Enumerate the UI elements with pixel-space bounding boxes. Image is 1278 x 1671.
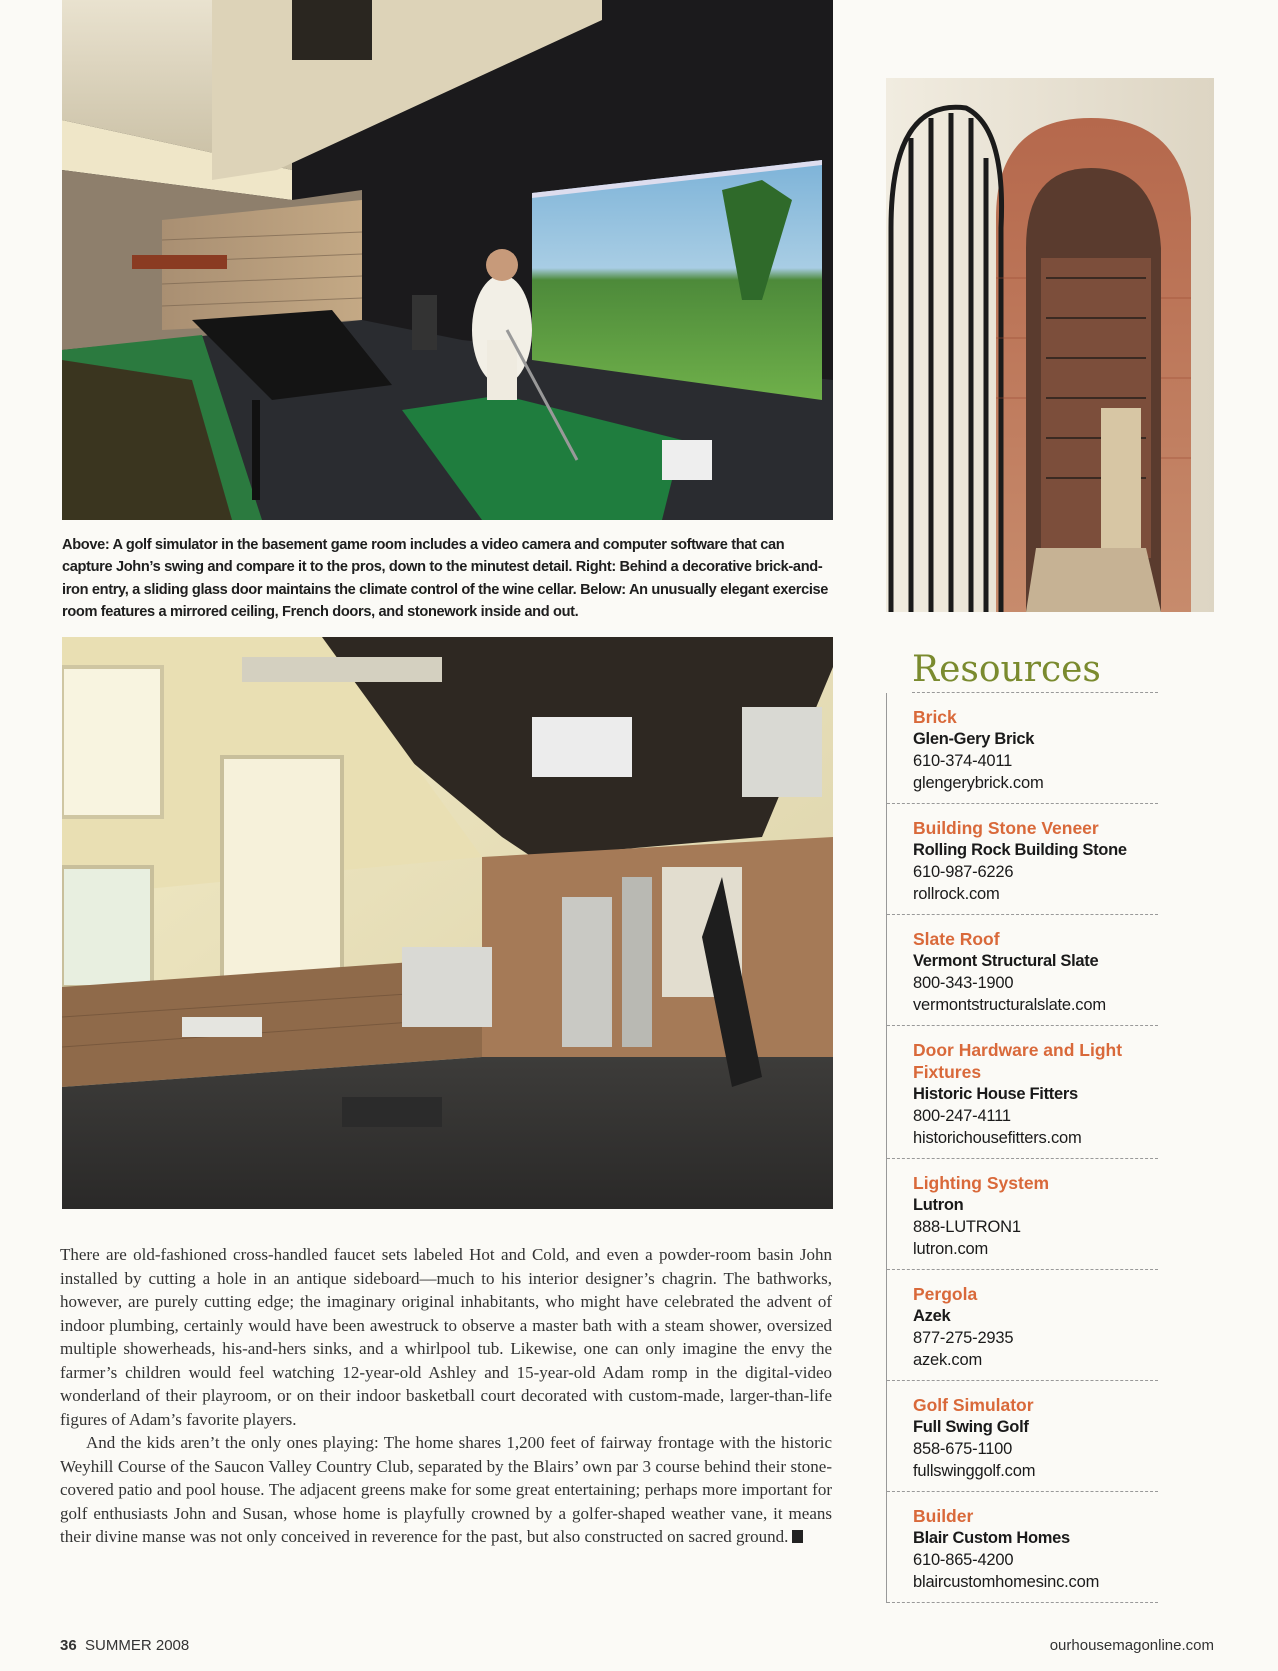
resource-phone: 610-987-6226: [913, 863, 1014, 881]
resource-category: Door Hardware and Light Fixtures: [913, 1040, 1123, 1082]
resource-company: Full Swing Golf: [913, 1418, 1029, 1436]
resource-item: [887, 1159, 1158, 1270]
resource-phone: 858-675-1100: [913, 1440, 1013, 1458]
photo-caption: Above: A golf simulator in the basement game room includes a video camera and computer software that can capture John’s swing and compare it to the pros, down to the minutest detail. Right: Behind a decorative brick-and-iron entry, a sliding glass door maintains the climate control of the wine cellar. Below: An unusually elegant exercise room features a mirrored ceiling, French doors, and stonework inside and out.: [62, 537, 829, 620]
paragraph-2: [60, 1431, 832, 1549]
page-footer-folio: [60, 1637, 189, 1654]
resource-category: Builder: [913, 1506, 974, 1526]
resources-list: [886, 693, 1158, 1603]
resource-category: Building Stone Veneer: [913, 818, 1099, 838]
resource-website[interactable]: rollrock.com: [913, 885, 1000, 903]
resource-company: Blair Custom Homes: [913, 1529, 1070, 1547]
resource-category: Brick: [913, 707, 957, 727]
resources-sidebar: [886, 650, 1158, 1603]
resource-item: [887, 804, 1158, 915]
resource-item: [887, 693, 1158, 804]
article-body: [60, 1243, 832, 1549]
page-number: 36: [60, 1637, 77, 1654]
resource-category: Golf Simulator: [913, 1395, 1034, 1415]
paragraph-2-text: And the kids aren’t the only ones playing: The home shares 1,200 feet of fairway frontage with the historic Weyhill Course of the Saucon Valley Country Club, separated by the Blairs’ own par 3 course behind their stone-covered patio and pool house. The adjacent greens make for some great entertaining; perhaps more important for golf enthusiasts John and Susan, whose home is playfully crowned by a golfer-shaped weather vane, it means their divine manse was not only conceived in reverence for the past, but also constructed on sacred ground.: [60, 1433, 832, 1546]
resource-website[interactable]: glengerybrick.com: [913, 774, 1044, 792]
exercise-room-photo: [62, 637, 833, 1209]
resources-title: Resources: [912, 650, 1158, 693]
resource-phone: 610-865-4200: [913, 1551, 1014, 1569]
resource-company: Historic House Fitters: [913, 1085, 1078, 1103]
resource-company: Azek: [913, 1307, 951, 1325]
resource-phone: 800-247-4111: [913, 1107, 1011, 1125]
paragraph-1: There are old-fashioned cross-handled faucet sets labeled Hot and Cold, and even a powder-room basin John installed by cutting a hole in an antique sideboard—much to his interior designer’s chagrin. The bathworks, however, are purely cutting edge; the imaginary original inhabitants, who might have celebrated the advent of indoor plumbing, certainly would have been awestruck to observe a master bath with a steam shower, oversized multiple showerheads, his-and-hers sinks, and a whirlpool tub. Likewise, one can only imagine the envy the farmer’s children would feel watching 12-year-old Ashley and 15-year-old Adam romp in the digital-video wonderland of their playroom, or on their indoor basketball court decorated with custom-made, larger-than-life figures of Adam’s favorite players.: [60, 1245, 832, 1429]
resource-item: [887, 1381, 1158, 1492]
resource-website[interactable]: lutron.com: [913, 1240, 989, 1258]
issue-label: SUMMER 2008: [85, 1637, 190, 1654]
resource-item: [887, 915, 1158, 1026]
resource-item: [887, 1026, 1158, 1159]
resource-phone: 800-343-1900: [913, 974, 1014, 992]
resource-website[interactable]: historichousefitters.com: [913, 1129, 1082, 1147]
resource-company: Vermont Structural Slate: [913, 952, 1099, 970]
resource-phone: 877-275-2935: [913, 1329, 1014, 1347]
resource-item: [887, 1492, 1158, 1603]
end-of-article-mark: [792, 1530, 803, 1543]
resource-website[interactable]: blaircustomhomesinc.com: [913, 1573, 1100, 1591]
resource-category: Pergola: [913, 1284, 978, 1304]
resource-website[interactable]: azek.com: [913, 1351, 983, 1369]
resource-item: [887, 1270, 1158, 1381]
resource-company: Rolling Rock Building Stone: [913, 841, 1127, 859]
resource-category: Lighting System: [913, 1173, 1050, 1193]
resource-phone: 610-374-4011: [913, 752, 1013, 770]
resource-website[interactable]: vermontstructuralslate.com: [913, 996, 1106, 1014]
resource-company: Glen-Gery Brick: [913, 730, 1035, 748]
resource-phone: 888-LUTRON1: [913, 1218, 1021, 1236]
golf-simulator-photo: [62, 0, 833, 520]
resource-company: Lutron: [913, 1196, 964, 1214]
footer-website[interactable]: ourhousemagonline.com: [1049, 1637, 1214, 1654]
resource-category: Slate Roof: [913, 929, 1000, 949]
resource-website[interactable]: fullswinggolf.com: [913, 1462, 1036, 1480]
wine-cellar-photo: [886, 78, 1214, 612]
